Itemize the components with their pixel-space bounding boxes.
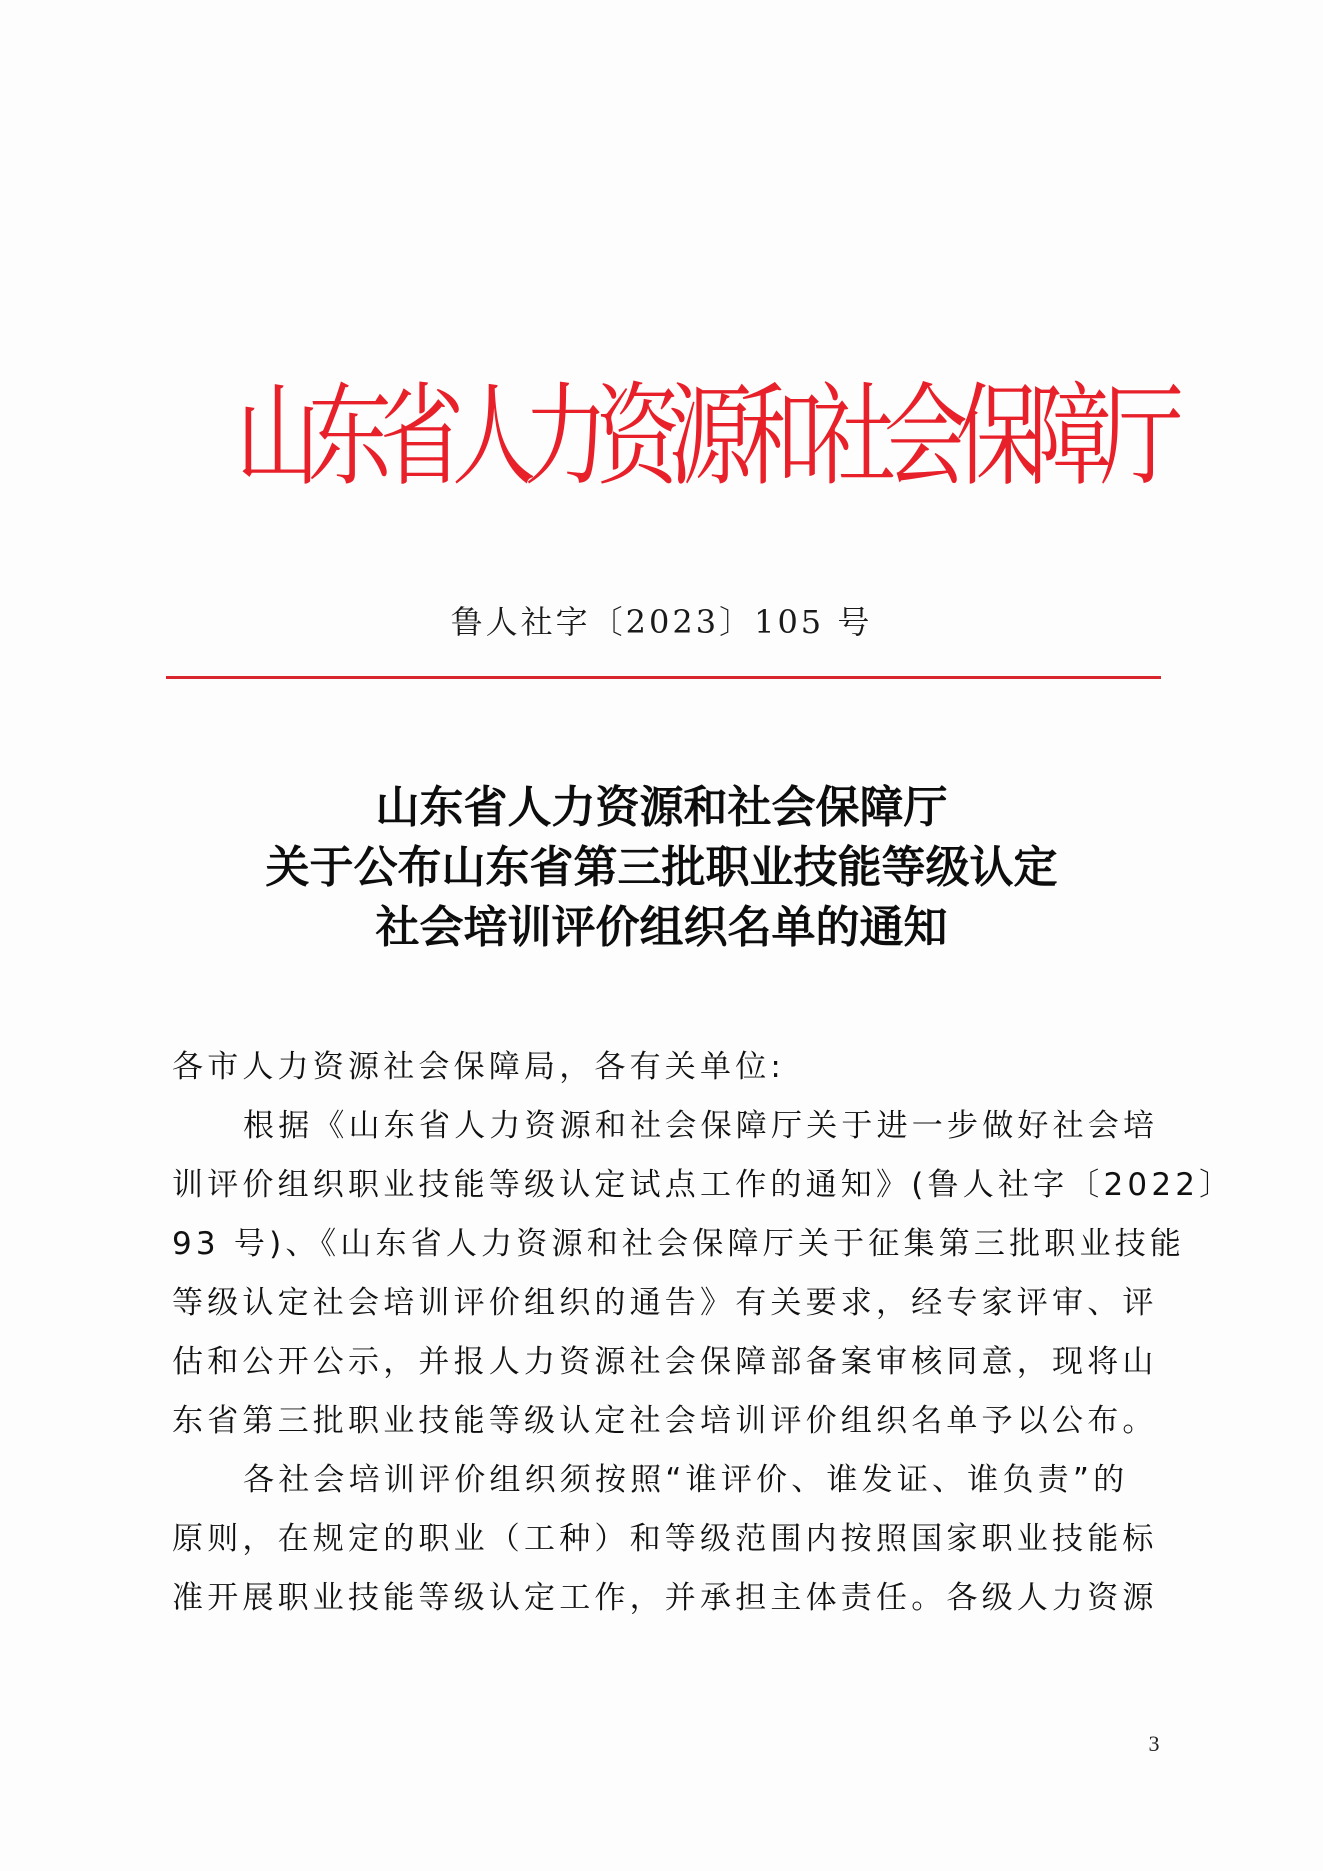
notice-title-line-1: 山东省人力资源和社会保障厅: [375, 782, 948, 833]
paragraph-2-line-3: 准开展职业技能等级认定工作，并承担主体责任。各级人力资源: [172, 1580, 1158, 1616]
paragraph-1-line-1: 根据《山东省人力资源和社会保障厅关于进一步做好社会培: [243, 1108, 1159, 1144]
salutation: 各市人力资源社会保障局，各有关单位:: [172, 1049, 786, 1085]
notice-title: [200, 778, 1123, 958]
paragraph-2-line-2: 原则，在规定的职业（工种）和等级范围内按照国家职业技能标: [172, 1521, 1158, 1557]
paragraph-1-line-2: 训评价组织职业技能等级认定试点工作的通知》(鲁人社字〔2022〕: [172, 1167, 1235, 1203]
document-number: 鲁人社字〔2023〕105 号: [450, 603, 873, 641]
page-number: 3: [1148, 1731, 1160, 1756]
paragraph-2-line-1: 各社会培训评价组织须按照“谁评价、谁发证、谁负责”的: [243, 1462, 1129, 1498]
paragraph-2: [172, 1451, 1162, 1628]
paragraph-1-line-5: 估和公开公示，并报人力资源社会保障部备案审核同意，现将山: [172, 1344, 1158, 1380]
red-separator-rule: [166, 676, 1161, 679]
paragraph-1-line-3: 93 号)、《山东省人力资源和社会保障厅关于征集第三批职业技能: [172, 1226, 1186, 1262]
paragraph-1: [172, 1097, 1235, 1451]
notice-title-line-3: 社会培训评价组织名单的通知: [375, 902, 948, 953]
notice-title-line-2: 关于公布山东省第三批职业技能等级认定: [265, 842, 1058, 893]
paragraph-1-line-4: 等级认定社会培训评价组织的通告》有关要求，经专家评审、评: [172, 1285, 1158, 1321]
notice-body: [172, 1038, 1235, 1628]
paragraph-1-line-6: 东省第三批职业技能等级认定社会培训评价组织名单予以公布。: [172, 1403, 1158, 1439]
issuer-red-header: 山东省人力资源和社会保障厅: [236, 371, 1173, 501]
